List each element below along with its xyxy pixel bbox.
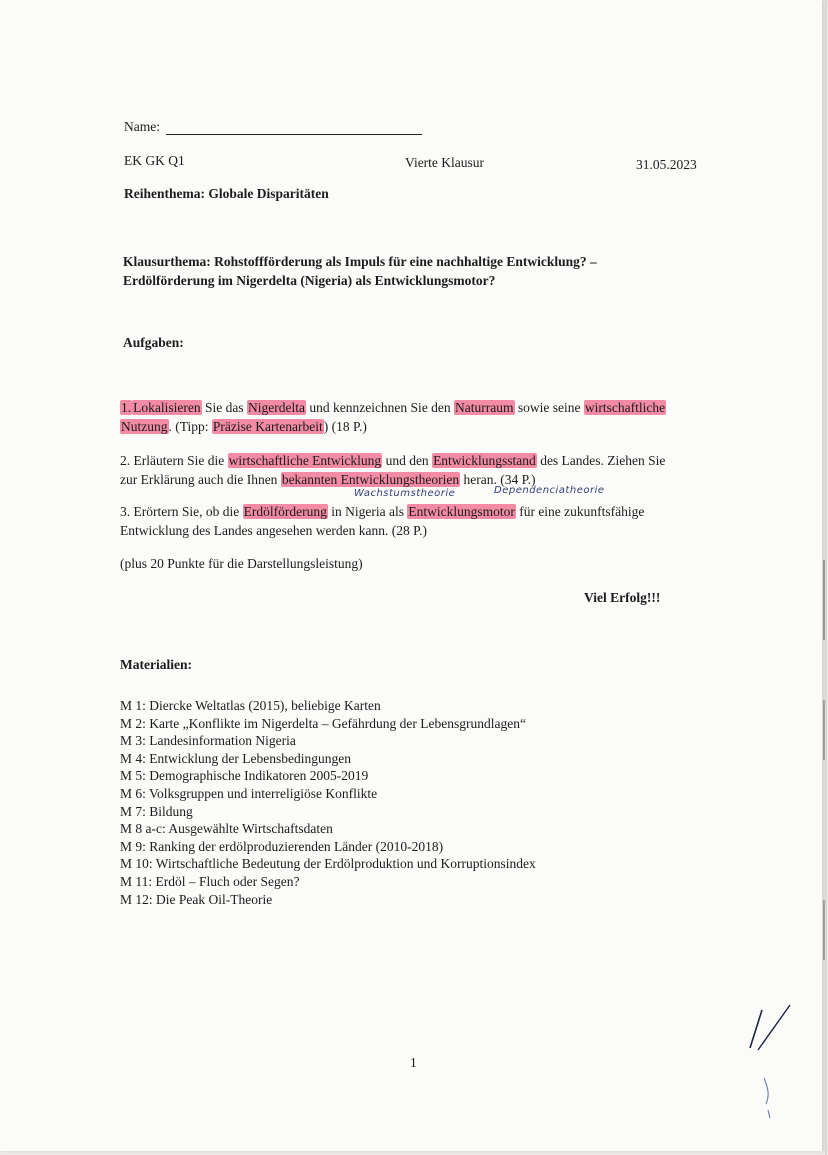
task-1-number: 1. xyxy=(121,400,132,415)
highlight-nutzung: Nutzung xyxy=(121,419,168,434)
page-number: 1 xyxy=(410,1055,417,1070)
list-item: M 12: Die Peak Oil-Theorie xyxy=(120,891,273,907)
list-item: M 4: Entwicklung der Lebensbedingungen xyxy=(120,750,351,766)
list-item: M 3: Landesinformation Nigeria xyxy=(120,733,296,749)
list-item: M 9: Ranking der erdölproduzierenden Länder (2010-2018) xyxy=(120,838,444,854)
highlight-lokalisieren: Lokalisieren xyxy=(133,400,201,415)
list-item: M 11: Erdöl – Fluch oder Segen? xyxy=(120,873,300,889)
highlight-wirtschaftliche-entwicklung: wirtschaftliche Entwicklung xyxy=(228,453,382,468)
bonus-points: (plus 20 Punkte für die Darstellungsleistung) xyxy=(120,556,363,571)
task-2-line1: 2. Erläutern Sie die wirtschaftliche Entwicklung und den Entwicklungsstand des Landes. Ziehen Sie xyxy=(120,453,666,468)
list-item: M 10: Wirtschaftliche Bedeutung der Erdölproduktion und Korruptionsindex xyxy=(120,856,536,872)
highlight-nigerdelta: Nigerdelta xyxy=(247,400,305,415)
exam-date: 31.05.2023 xyxy=(636,157,697,172)
list-item: M 2: Karte „Konflikte im Nigerdelta – Gefährdung der Lebensgrundlagen“ xyxy=(120,715,526,731)
name-label: Name: xyxy=(124,119,160,134)
list-item: M 5: Demographische Indikatoren 2005-2019 xyxy=(120,768,369,784)
list-item: M 7: Bildung xyxy=(120,803,193,819)
good-luck: Viel Erfolg!!! xyxy=(584,590,661,605)
name-blank-line xyxy=(166,134,422,135)
task-1-line1: 1. Lokalisieren Sie das Nigerdelta und kennzeichnen Sie den Naturraum sowie seine wirtschaftliche xyxy=(121,400,666,415)
scan-edge xyxy=(820,0,828,1155)
highlight-wirtschaftliche: wirtschaftliche xyxy=(584,400,666,415)
task-2-line2: zur Erklärung auch die Ihnen bekannten Entwicklungstheorien heran. (34 P.) xyxy=(120,472,536,487)
exam-theme-line2: Erdölförderung im Nigerdelta (Nigeria) als Entwicklungsmotor? xyxy=(123,273,496,288)
highlight-kartenarbeit: Präzise Kartenarbeit xyxy=(212,419,323,434)
list-item: M 6: Volksgruppen und interreligiöse Konflikte xyxy=(120,785,378,801)
tasks-heading: Aufgaben: xyxy=(123,335,184,350)
task-3-line2: Entwicklung des Landes angesehen werden kann. (28 P.) xyxy=(120,523,428,538)
materials-list xyxy=(120,697,536,908)
task-3-line1: 3. Erörtern Sie, ob die Erdölförderung in Nigeria als Entwicklungsmotor für eine zukunftsfähige xyxy=(120,504,645,519)
handwritten-note-dependenciatheorie: Dependenciatheorie xyxy=(494,485,605,496)
materials-heading: Materialien: xyxy=(120,657,192,672)
series-theme: Reihenthema: Globale Disparitäten xyxy=(124,186,329,201)
handwritten-note-wachstumstheorie: Wachstumstheorie xyxy=(354,488,456,499)
highlight-entwicklungsmotor: Entwicklungsmotor xyxy=(408,504,515,519)
highlight-naturraum: Naturraum xyxy=(455,400,514,415)
list-item: M 1: Diercke Weltatlas (2015), beliebige Karten xyxy=(120,698,381,713)
highlight-erdoelfoerderung: Erdölförderung xyxy=(243,504,327,519)
highlight-entwicklungstheorien: bekannten Entwicklungstheorien xyxy=(281,472,460,487)
list-item: M 8 a-c: Ausgewählte Wirtschaftsdaten xyxy=(120,821,333,837)
exam-title: Vierte Klausur xyxy=(405,155,485,170)
highlight-entwicklungsstand: Entwicklungsstand xyxy=(433,453,536,468)
exam-theme-line1: Klausurthema: Rohstoffförderung als Impuls für eine nachhaltige Entwicklung? – xyxy=(123,254,597,269)
task-1-line2: Nutzung. (Tipp: Präzise Kartenarbeit) (18 P.) xyxy=(121,419,367,434)
pen-strokes xyxy=(740,1000,800,1130)
course-code: EK GK Q1 xyxy=(124,153,185,168)
